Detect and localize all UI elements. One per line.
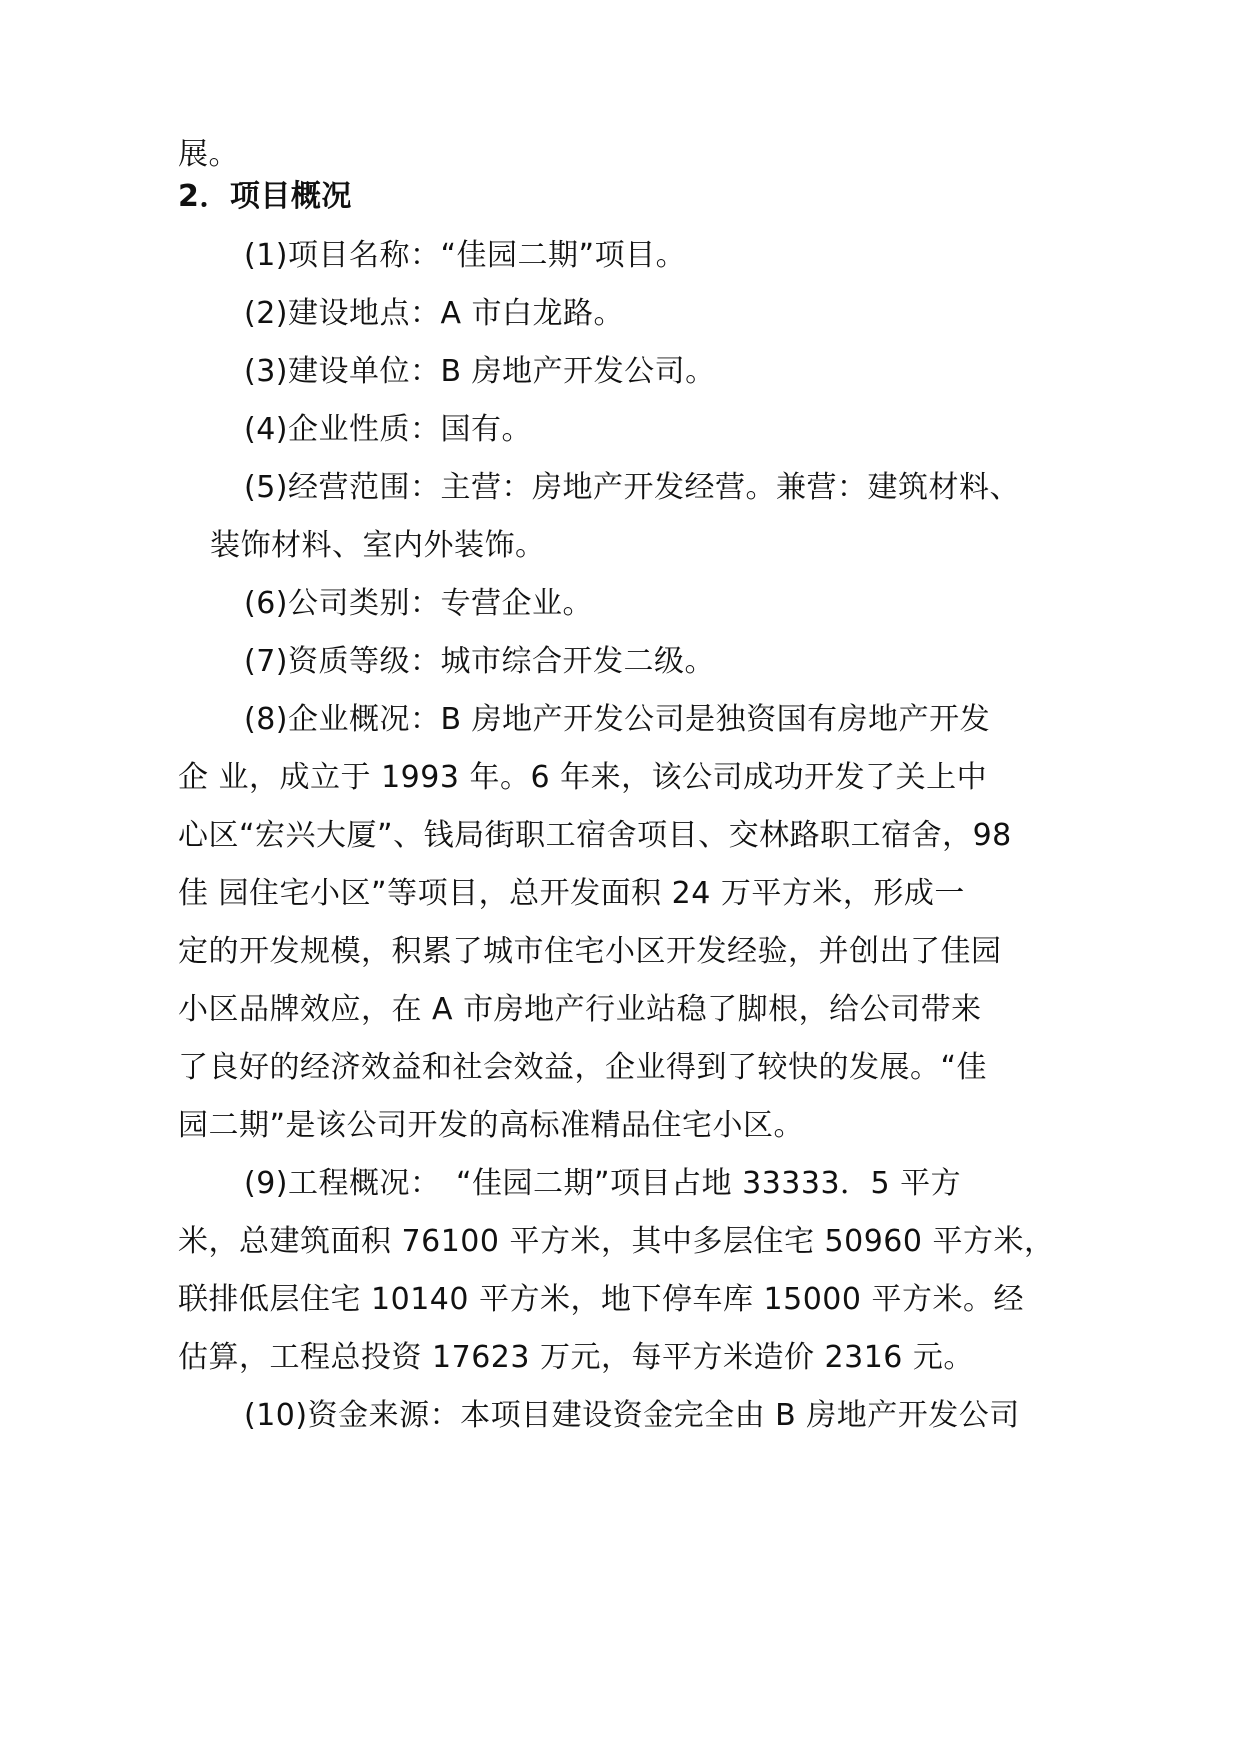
paragraph-line: 心区“宏兴大厦”、钱局街职工宿舍项目、交林路职工宿舍，98 <box>178 818 1012 853</box>
paragraph-line: 米，总建筑面积 76100 平方米，其中多层住宅 50960 平方米， <box>178 1224 1055 1259</box>
paragraph-line: 联排低层住宅 10140 平方米，地下停车库 15000 平方米。经 <box>178 1282 1025 1317</box>
item-engineering: (9)工程概况： “佳园二期”项目占地 33333．5 平方 <box>244 1166 962 1201</box>
paragraph-line: 定的开发规模，积累了城市住宅小区开发经验，并创出了佳园 <box>178 934 1002 969</box>
section-heading: 2．项目概况 <box>178 179 352 214</box>
paragraph-line: 园二期”是该公司开发的高标准精品住宅小区。 <box>178 1108 805 1143</box>
item-company-type: (6)公司类别：专营企业。 <box>244 586 593 621</box>
paragraph-line: 佳 园住宅小区”等项目，总开发面积 24 万平方米，形成一 <box>178 876 965 911</box>
item-funding: (10)资金来源：本项目建设资金完全由 B 房地产开发公司 <box>244 1398 1020 1433</box>
item-builder: (3)建设单位：B 房地产开发公司。 <box>244 354 716 389</box>
item-location: (2)建设地点：A 市白龙路。 <box>244 296 625 331</box>
item-business-scope: (5)经营范围：主营：房地产开发经营。兼营：建筑材料、 <box>244 470 1020 505</box>
item-overview: (8)企业概况：B 房地产开发公司是独资国有房地产开发 <box>244 702 991 737</box>
paragraph-line: 了良好的经济效益和社会效益，企业得到了较快的发展。“佳 <box>178 1050 988 1085</box>
text-line-continuation: 展。 <box>178 137 239 172</box>
item-qualification: (7)资质等级：城市综合开发二级。 <box>244 644 715 679</box>
item-nature: (4)企业性质：国有。 <box>244 412 532 447</box>
paragraph-line: 估算，工程总投资 17623 万元，每平方米造价 2316 元。 <box>178 1340 974 1375</box>
paragraph-line: 小区品牌效应，在 A 市房地产行业站稳了脚根，给公司带来 <box>178 992 982 1027</box>
item-project-name: (1)项目名称：“佳园二期”项目。 <box>244 238 687 273</box>
item-business-scope-cont: 装饰材料、室内外装饰。 <box>210 528 546 563</box>
paragraph-line: 企 业，成立于 1993 年。6 年来，该公司成功开发了关上中 <box>178 760 988 795</box>
